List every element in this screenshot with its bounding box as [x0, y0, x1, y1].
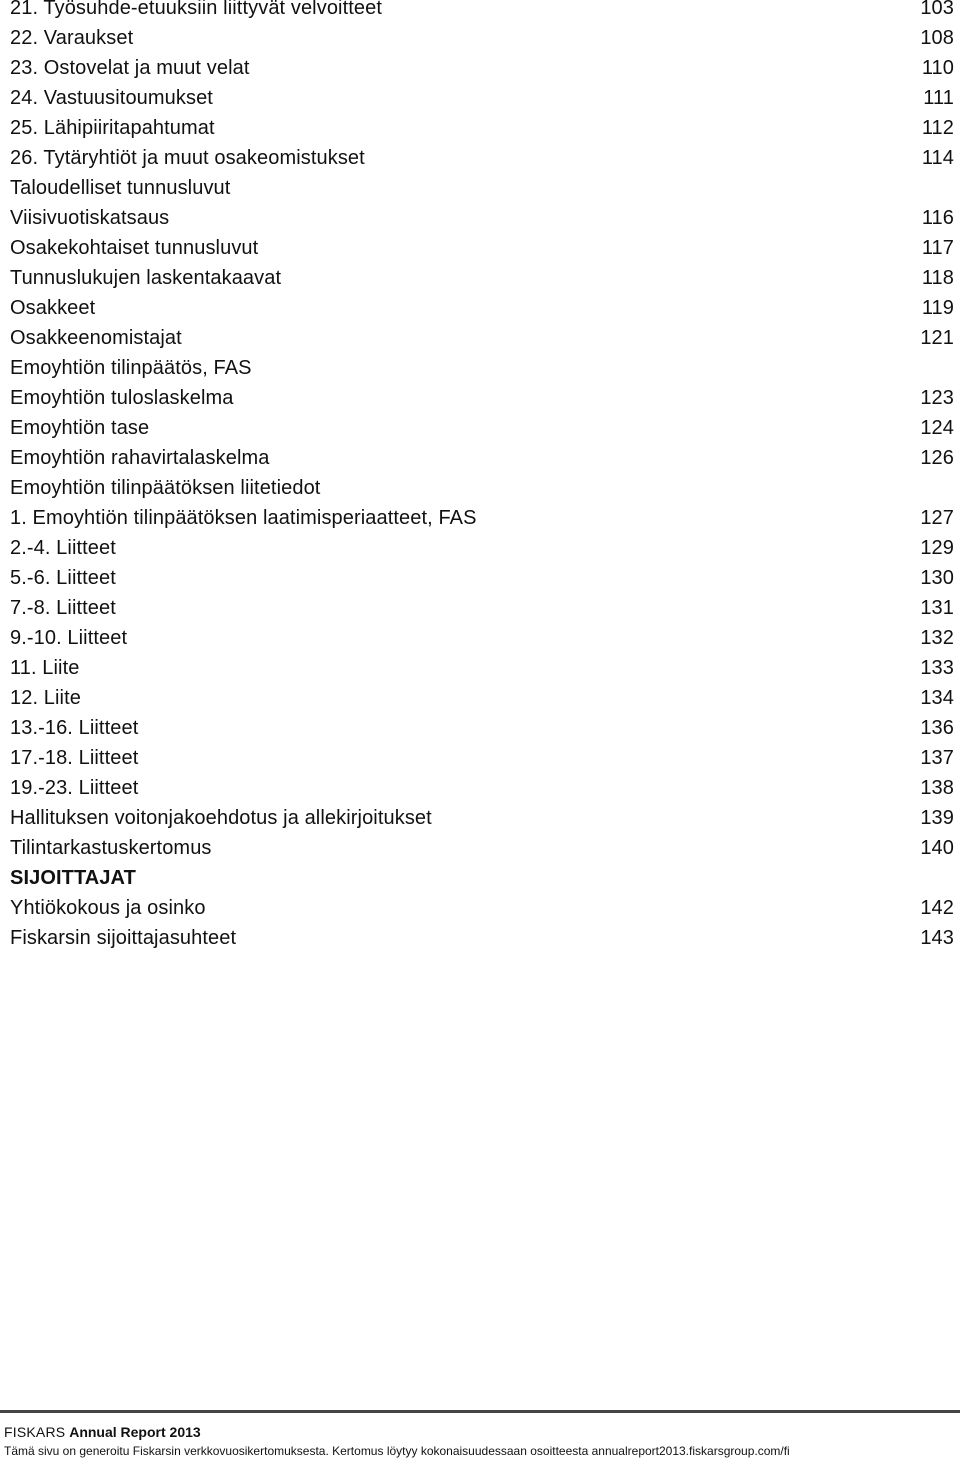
toc-entry-page-number: 136 [920, 717, 954, 739]
toc-entry-page-number: 124 [920, 417, 954, 439]
toc-section-heading [10, 173, 954, 203]
toc-entry-page-number: 129 [920, 537, 954, 559]
toc-entry-label: Taloudelliset tunnusluvut [10, 177, 231, 199]
toc-entry[interactable] [10, 893, 954, 923]
toc-entry-label: 13.-16. Liitteet [10, 717, 139, 739]
toc-entry[interactable] [10, 383, 954, 413]
toc-entry-label: 22. Varaukset [10, 27, 134, 49]
footer-brand [4, 1424, 201, 1440]
toc-entry-label: Emoyhtiön tilinpäätös, FAS [10, 357, 252, 379]
toc-entry-label: 9.-10. Liitteet [10, 627, 128, 649]
toc-entry-page-number: 111 [923, 87, 954, 109]
brand-name: FISKARS [4, 1424, 66, 1440]
toc-entry-label: Tunnuslukujen laskentakaavat [10, 267, 282, 289]
toc-entry[interactable] [10, 0, 954, 23]
toc-entry-label: 2.-4. Liitteet [10, 537, 116, 559]
toc-entry-page-number: 138 [920, 777, 954, 799]
toc-entry-label: Yhtiökokous ja osinko [10, 897, 206, 919]
toc-entry[interactable] [10, 593, 954, 623]
toc-entry-label: 23. Ostovelat ja muut velat [10, 57, 250, 79]
toc-entry-label: 21. Työsuhde-etuuksiin liittyvät velvoitteet [10, 0, 383, 19]
report-title: Annual Report 2013 [69, 1424, 201, 1440]
toc-entry-label: Viisivuotiskatsaus [10, 207, 170, 229]
toc-entry[interactable] [10, 323, 954, 353]
toc-entry-page-number: 142 [920, 897, 954, 919]
toc-entry-page-number: 108 [920, 27, 954, 49]
toc-entry-label: SIJOITTAJAT [10, 867, 136, 889]
toc-entry-label: 19.-23. Liitteet [10, 777, 139, 799]
toc-section-heading [10, 473, 954, 503]
toc-entry[interactable] [10, 833, 954, 863]
toc-entry-page-number: 110 [921, 57, 954, 79]
toc-entry-label: Hallituksen voitonjakoehdotus ja allekirjoitukset [10, 807, 432, 829]
toc-entry-label: 17.-18. Liitteet [10, 747, 139, 769]
toc-entry-page-number: 140 [920, 837, 954, 859]
toc-entry-page-number: 137 [920, 747, 954, 769]
toc-entry-label: 24. Vastuusitoumukset [10, 87, 213, 109]
toc-entry-page-number: 130 [920, 567, 954, 589]
toc-entry-label: 26. Tytäryhtiöt ja muut osakeomistukset [10, 147, 365, 169]
toc-entry-label: Emoyhtiön tuloslaskelma [10, 387, 234, 409]
toc-entry-label: 5.-6. Liitteet [10, 567, 116, 589]
toc-entry-page-number: 126 [920, 447, 954, 469]
footer-note: Tämä sivu on generoitu Fiskarsin verkkovuosikertomuksesta. Kertomus löytyy kokonaisuudessaan osoitteesta annualreport2013.fiskarsgroup.com/fi [4, 1444, 790, 1458]
toc-entry-page-number: 131 [920, 597, 954, 619]
toc-entry-label: 7.-8. Liitteet [10, 597, 116, 619]
toc-entry-label: 11. Liite [10, 657, 80, 679]
toc-entry[interactable] [10, 773, 954, 803]
toc-entry[interactable] [10, 563, 954, 593]
toc-entry[interactable] [10, 713, 954, 743]
toc-section-heading [10, 863, 954, 893]
toc-entry-label: 1. Emoyhtiön tilinpäätöksen laatimisperiaatteet, FAS [10, 507, 477, 529]
toc-entry-label: Osakekohtaiset tunnusluvut [10, 237, 259, 259]
toc-entry[interactable] [10, 23, 954, 53]
toc-entry[interactable] [10, 53, 954, 83]
toc-entry-page-number: 127 [920, 507, 954, 529]
toc-entry-label: Emoyhtiön rahavirtalaskelma [10, 447, 270, 469]
page-footer [0, 1410, 960, 1458]
toc-entry-page-number: 143 [920, 927, 954, 949]
toc-entry[interactable] [10, 83, 954, 113]
toc-entry[interactable] [10, 653, 954, 683]
toc-entry-page-number: 134 [920, 687, 954, 709]
toc-entry-label: Osakkeet [10, 297, 96, 319]
toc-entry[interactable] [10, 143, 954, 173]
toc-entry-page-number: 103 [920, 0, 954, 19]
toc-entry[interactable] [10, 803, 954, 833]
toc-entry[interactable] [10, 443, 954, 473]
toc-entry[interactable] [10, 623, 954, 653]
toc-entry-page-number: 133 [920, 657, 954, 679]
toc-entry[interactable] [10, 203, 954, 233]
toc-entry-label: Emoyhtiön tase [10, 417, 150, 439]
toc-entry[interactable] [10, 683, 954, 713]
toc-entry-label: Osakkeenomistajat [10, 327, 182, 349]
toc-entry[interactable] [10, 413, 954, 443]
toc-entry-label: Tilintarkastuskertomus [10, 837, 212, 859]
toc-entry-page-number: 132 [920, 627, 954, 649]
toc-entry-page-number: 139 [920, 807, 954, 829]
toc-entry[interactable] [10, 503, 954, 533]
toc-entry-label: 12. Liite [10, 687, 81, 709]
toc-entry-page-number: 114 [921, 147, 954, 169]
toc-entry[interactable] [10, 923, 954, 953]
toc-entry-page-number: 121 [920, 327, 954, 349]
toc-entry-page-number: 117 [921, 237, 954, 259]
toc-entry-page-number: 119 [921, 297, 954, 319]
toc-entry[interactable] [10, 743, 954, 773]
toc-entry-page-number: 123 [920, 387, 954, 409]
toc-entry-page-number: 116 [921, 207, 954, 229]
toc-entry-page-number: 112 [921, 117, 954, 139]
toc-entry[interactable] [10, 263, 954, 293]
toc-entry[interactable] [10, 293, 954, 323]
toc-entry[interactable] [10, 533, 954, 563]
toc-entry-page-number: 118 [921, 267, 954, 289]
table-of-contents [10, 0, 954, 953]
toc-section-heading [10, 353, 954, 383]
toc-entry[interactable] [10, 113, 954, 143]
toc-entry-label: Fiskarsin sijoittajasuhteet [10, 927, 237, 949]
toc-entry-label: Emoyhtiön tilinpäätöksen liitetiedot [10, 477, 321, 499]
toc-entry-label: 25. Lähipiiritapahtumat [10, 117, 215, 139]
toc-entry[interactable] [10, 233, 954, 263]
footer-divider [0, 1410, 960, 1413]
